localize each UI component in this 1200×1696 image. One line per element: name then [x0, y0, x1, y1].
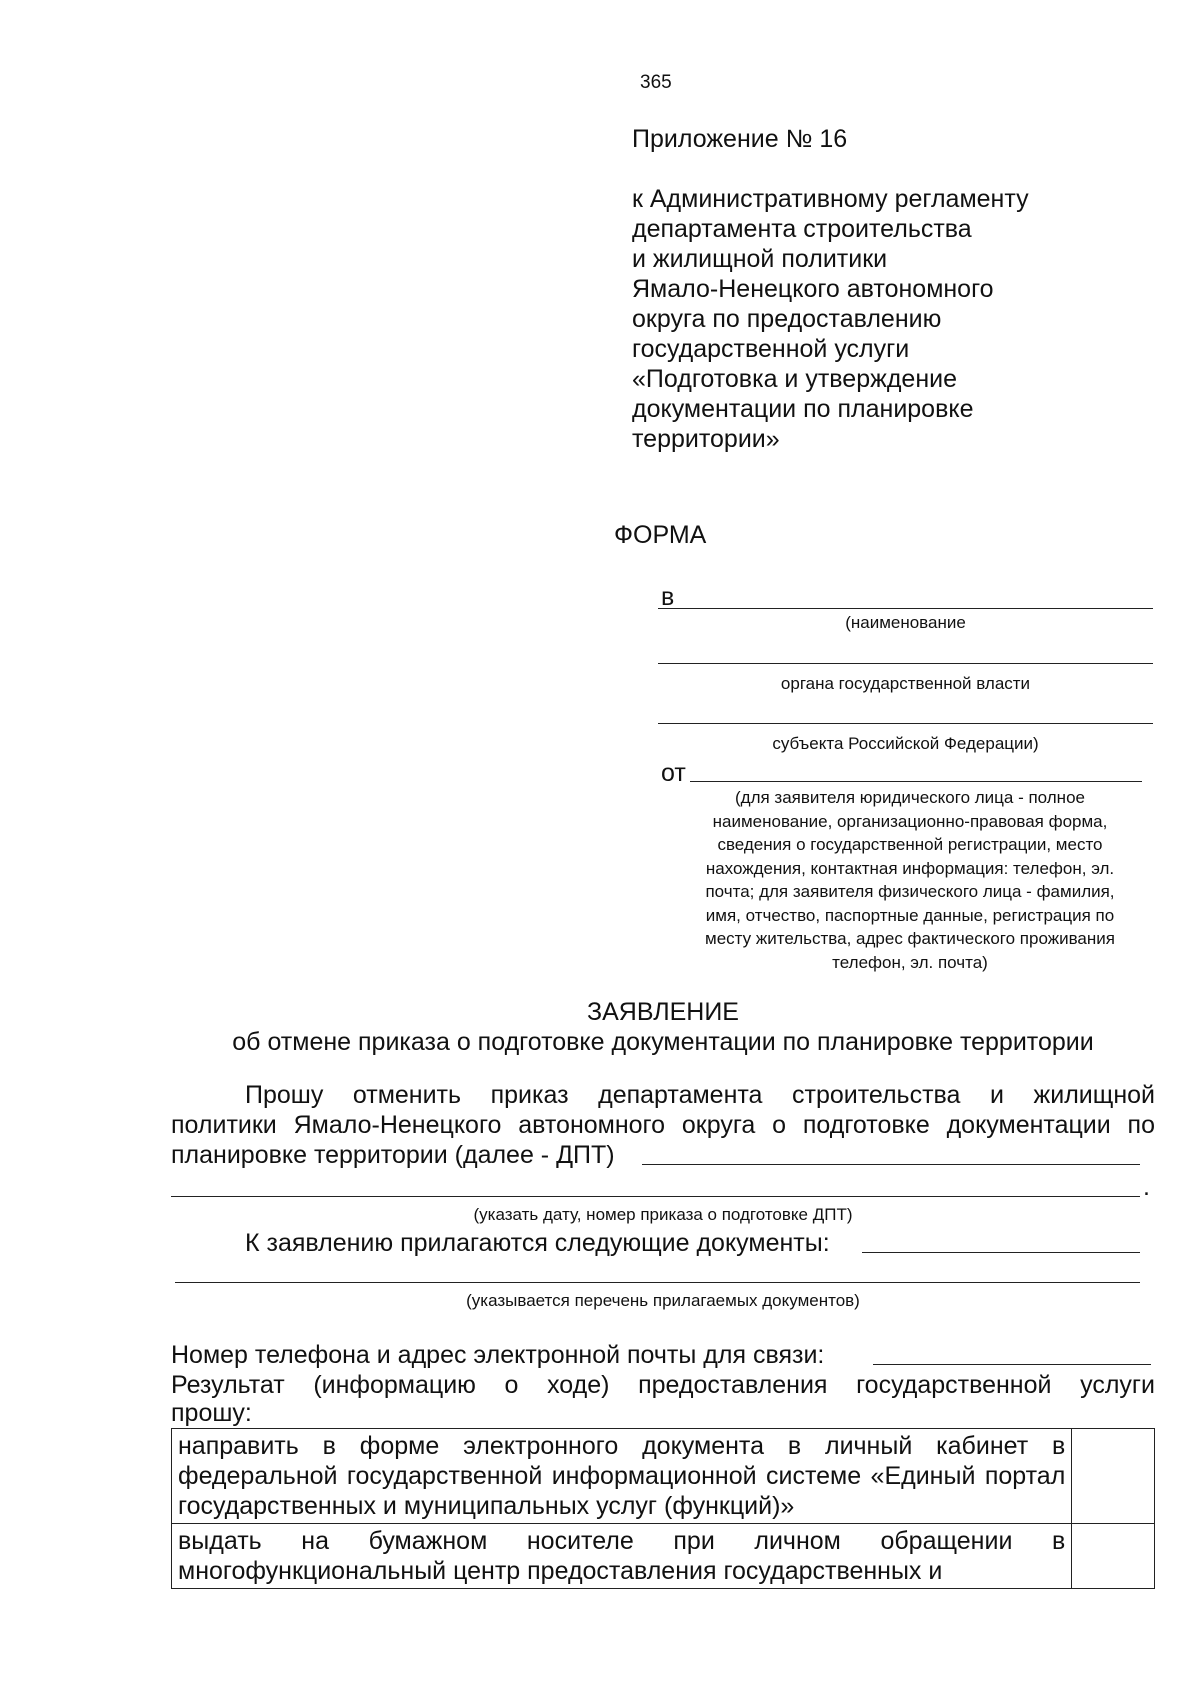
from-hint-line: наименование, организационно-правовая форма,	[712, 811, 1108, 831]
option-checkbox-cell[interactable]	[1072, 1429, 1155, 1524]
authority-field-line[interactable]	[658, 663, 1153, 664]
appendix-line: документации по планировке	[632, 395, 974, 423]
page-number: 365	[640, 72, 672, 93]
contact-field-line[interactable]	[873, 1364, 1151, 1365]
to-prefix: в	[661, 583, 675, 611]
result-line-2: прошу:	[171, 1399, 252, 1427]
appendix-line: округа по предоставлению	[632, 305, 942, 333]
to-hint-3: субъекта Российской Федерации)	[772, 734, 1039, 753]
to-field-line[interactable]	[658, 608, 1153, 609]
request-line-1: Прошу отменить приказ департамента строительства и жилищной	[245, 1081, 1155, 1109]
statement-subtitle: об отмене приказа о подготовке документации по планировке территории	[232, 1028, 1094, 1056]
appendix-line: и жилищной политики	[632, 245, 888, 273]
appendix-block	[632, 184, 1029, 454]
appendix-line: «Подготовка и утверждение	[632, 365, 957, 393]
attachments-field-line-1[interactable]	[862, 1252, 1140, 1253]
from-hint-line: сведения о государственной регистрации, место	[717, 835, 1103, 854]
table-row	[172, 1429, 1155, 1524]
appendix-title: Приложение № 16	[632, 125, 848, 153]
statement-title: ЗАЯВЛЕНИЕ	[586, 998, 739, 1026]
from-hint-line: телефон, эл. почта)	[832, 952, 988, 972]
contact-label: Номер телефона и адрес электронной почты для связи:	[171, 1341, 825, 1369]
result-options-table	[171, 1428, 1155, 1589]
order-field-line-2[interactable]	[171, 1196, 1140, 1197]
appendix-line: государственной услуги	[632, 335, 910, 363]
option-text: направить в форме электронного документа в личный кабинет в федеральной государственной информационной системе «Единый портал государственных и муниципальных услуг (функций)»	[172, 1429, 1072, 1524]
option-checkbox-cell[interactable]	[1072, 1524, 1155, 1589]
appendix-line: территории»	[632, 425, 780, 453]
attachments-label: К заявлению прилагаются следующие документы:	[245, 1229, 830, 1257]
request-line-2: политики Ямало-Ненецкого автономного округа о подготовке документации по	[171, 1111, 1155, 1139]
attachments-hint: (указывается перечень прилагаемых документов)	[466, 1291, 860, 1310]
order-line-end: .	[1143, 1173, 1150, 1201]
to-hint-2: органа государственной власти	[780, 674, 1031, 693]
order-hint: (указать дату, номер приказа о подготовке ДПТ)	[473, 1205, 853, 1224]
from-field-line[interactable]	[690, 781, 1142, 782]
from-prefix: от	[661, 759, 686, 787]
order-field-line-1[interactable]	[642, 1164, 1140, 1165]
table-row	[172, 1524, 1155, 1589]
request-line-3: планировке территории (далее - ДПТ)	[171, 1141, 615, 1169]
from-hint-line: имя, отчество, паспортные данные, регистрация по	[705, 905, 1115, 925]
from-hint-line: (для заявителя юридического лица - полное	[735, 788, 1085, 807]
from-hint	[660, 786, 1160, 974]
from-hint-line: нахождения, контактная информация: телефон, эл.	[705, 858, 1115, 878]
subject-field-line[interactable]	[658, 723, 1153, 724]
option-cell	[172, 1524, 1072, 1589]
form-label: ФОРМА	[614, 521, 707, 549]
from-hint-line: почта; для заявителя физического лица - фамилия,	[705, 882, 1115, 901]
option-text: выдать на бумажном носителе при личном обращении в многофункциональный центр предоставления государственных и	[178, 1527, 1066, 1585]
to-hint-1: (наименование	[845, 613, 966, 632]
result-line-1: Результат (информацию о ходе) предоставления государственной услуги	[171, 1371, 1155, 1399]
from-hint-line: месту жительства, адрес фактического проживания	[705, 929, 1115, 948]
attachments-field-line-2[interactable]	[175, 1282, 1140, 1283]
appendix-line: департамента строительства	[632, 215, 972, 243]
appendix-line: к Административному регламенту	[632, 185, 1029, 213]
appendix-line: Ямало-Ненецкого автономного	[632, 275, 994, 303]
